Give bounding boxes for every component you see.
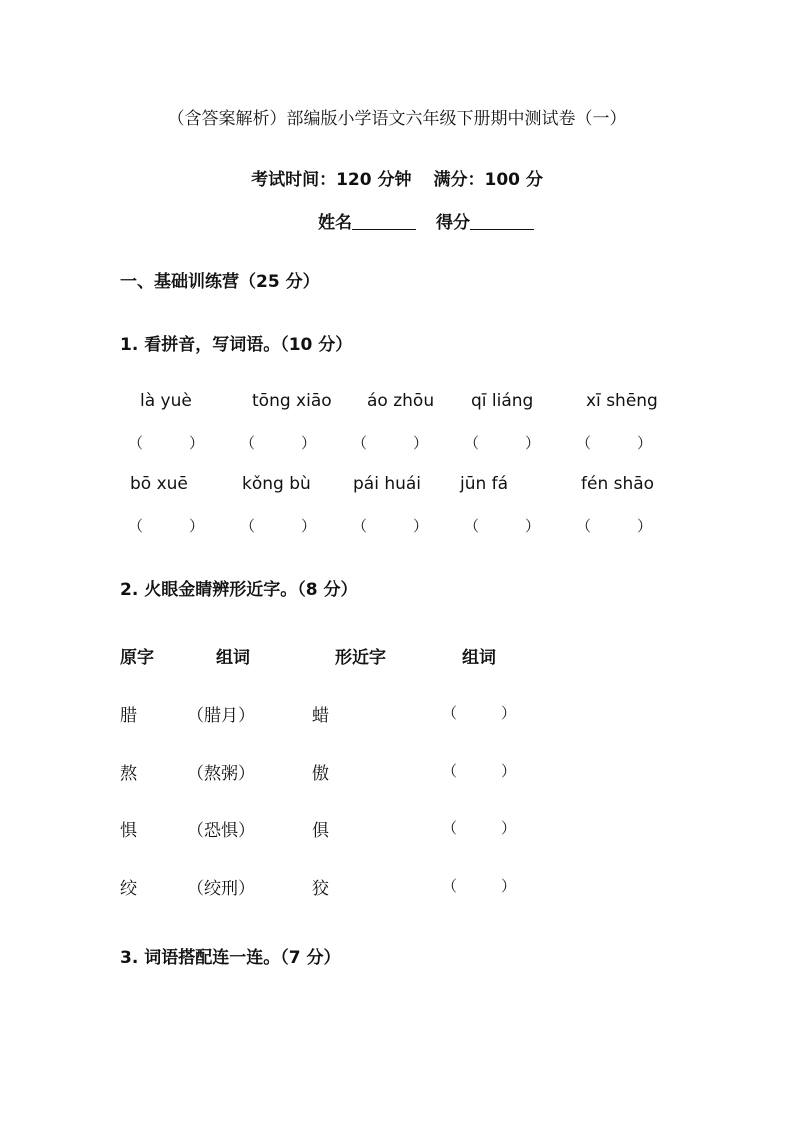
pinyin-item: jūn fá xyxy=(460,474,509,494)
question-1-heading: 1. 看拼音，写词语。（10 分） xyxy=(120,335,353,355)
column-header: 组词 xyxy=(462,648,496,668)
name-score-row xyxy=(318,208,534,233)
column-header: 组词 xyxy=(216,648,250,668)
table-cell-original: 绞 xyxy=(120,879,137,899)
pinyin-item: bō xuē xyxy=(130,474,188,494)
pinyin-item: pái huái xyxy=(353,474,422,494)
question-3-heading: 3. 词语搭配连一连。（7 分） xyxy=(120,948,341,968)
question-2-heading: 2. 火眼金睛辨形近字。（8 分） xyxy=(120,580,358,600)
answer-blank[interactable]: （ ） xyxy=(576,434,653,452)
name-blank[interactable] xyxy=(352,213,416,230)
table-cell-original: 熬 xyxy=(120,764,137,784)
answer-blank[interactable]: （ ） xyxy=(576,517,653,535)
table-cell-similar: 蜡 xyxy=(312,706,329,726)
exam-info xyxy=(0,165,794,190)
table-cell-word: （腊月） xyxy=(187,706,255,726)
answer-blank[interactable]: （ ） xyxy=(442,762,517,780)
table-cell-similar: 傲 xyxy=(312,764,329,784)
pinyin-item: fén shāo xyxy=(581,474,655,494)
score-blank[interactable] xyxy=(470,213,534,230)
answer-blank[interactable]: （ ） xyxy=(128,434,205,452)
pinyin-item: qī liáng xyxy=(471,391,534,411)
answer-blank[interactable]: （ ） xyxy=(464,434,541,452)
page-title: （含答案解析）部编版小学语文六年级下册期中测试卷（一） xyxy=(167,109,627,129)
score-label: 得分 xyxy=(436,213,470,233)
table-cell-original: 惧 xyxy=(120,821,137,841)
answer-blank[interactable]: （ ） xyxy=(240,517,317,535)
pinyin-item: xī shēng xyxy=(586,391,658,411)
name-label: 姓名 xyxy=(318,213,352,233)
column-header: 原字 xyxy=(120,648,154,668)
answer-blank[interactable]: （ ） xyxy=(352,517,429,535)
table-cell-word: （恐惧） xyxy=(187,821,255,841)
pinyin-item: áo zhōu xyxy=(367,391,435,411)
exam-time: 考试时间：120 分钟 xyxy=(251,170,412,190)
answer-blank[interactable]: （ ） xyxy=(128,517,205,535)
answer-blank[interactable]: （ ） xyxy=(442,877,517,895)
pinyin-item: kǒng bù xyxy=(242,474,311,494)
answer-blank[interactable]: （ ） xyxy=(442,704,517,722)
table-cell-word: （熬粥） xyxy=(187,764,255,784)
table-cell-similar: 狡 xyxy=(312,879,329,899)
pinyin-item: tōng xiāo xyxy=(252,391,332,411)
table-cell-word: （绞刑） xyxy=(187,879,255,899)
answer-blank[interactable]: （ ） xyxy=(442,819,517,837)
table-cell-similar: 俱 xyxy=(312,821,329,841)
answer-blank[interactable]: （ ） xyxy=(352,434,429,452)
section-1-heading: 一、基础训练营（25 分） xyxy=(120,272,320,292)
column-header: 形近字 xyxy=(335,648,386,668)
answer-blank[interactable]: （ ） xyxy=(464,517,541,535)
pinyin-item: là yuè xyxy=(140,391,192,411)
answer-blank[interactable]: （ ） xyxy=(240,434,317,452)
table-cell-original: 腊 xyxy=(120,706,137,726)
exam-full-score: 满分：100 分 xyxy=(433,170,543,190)
